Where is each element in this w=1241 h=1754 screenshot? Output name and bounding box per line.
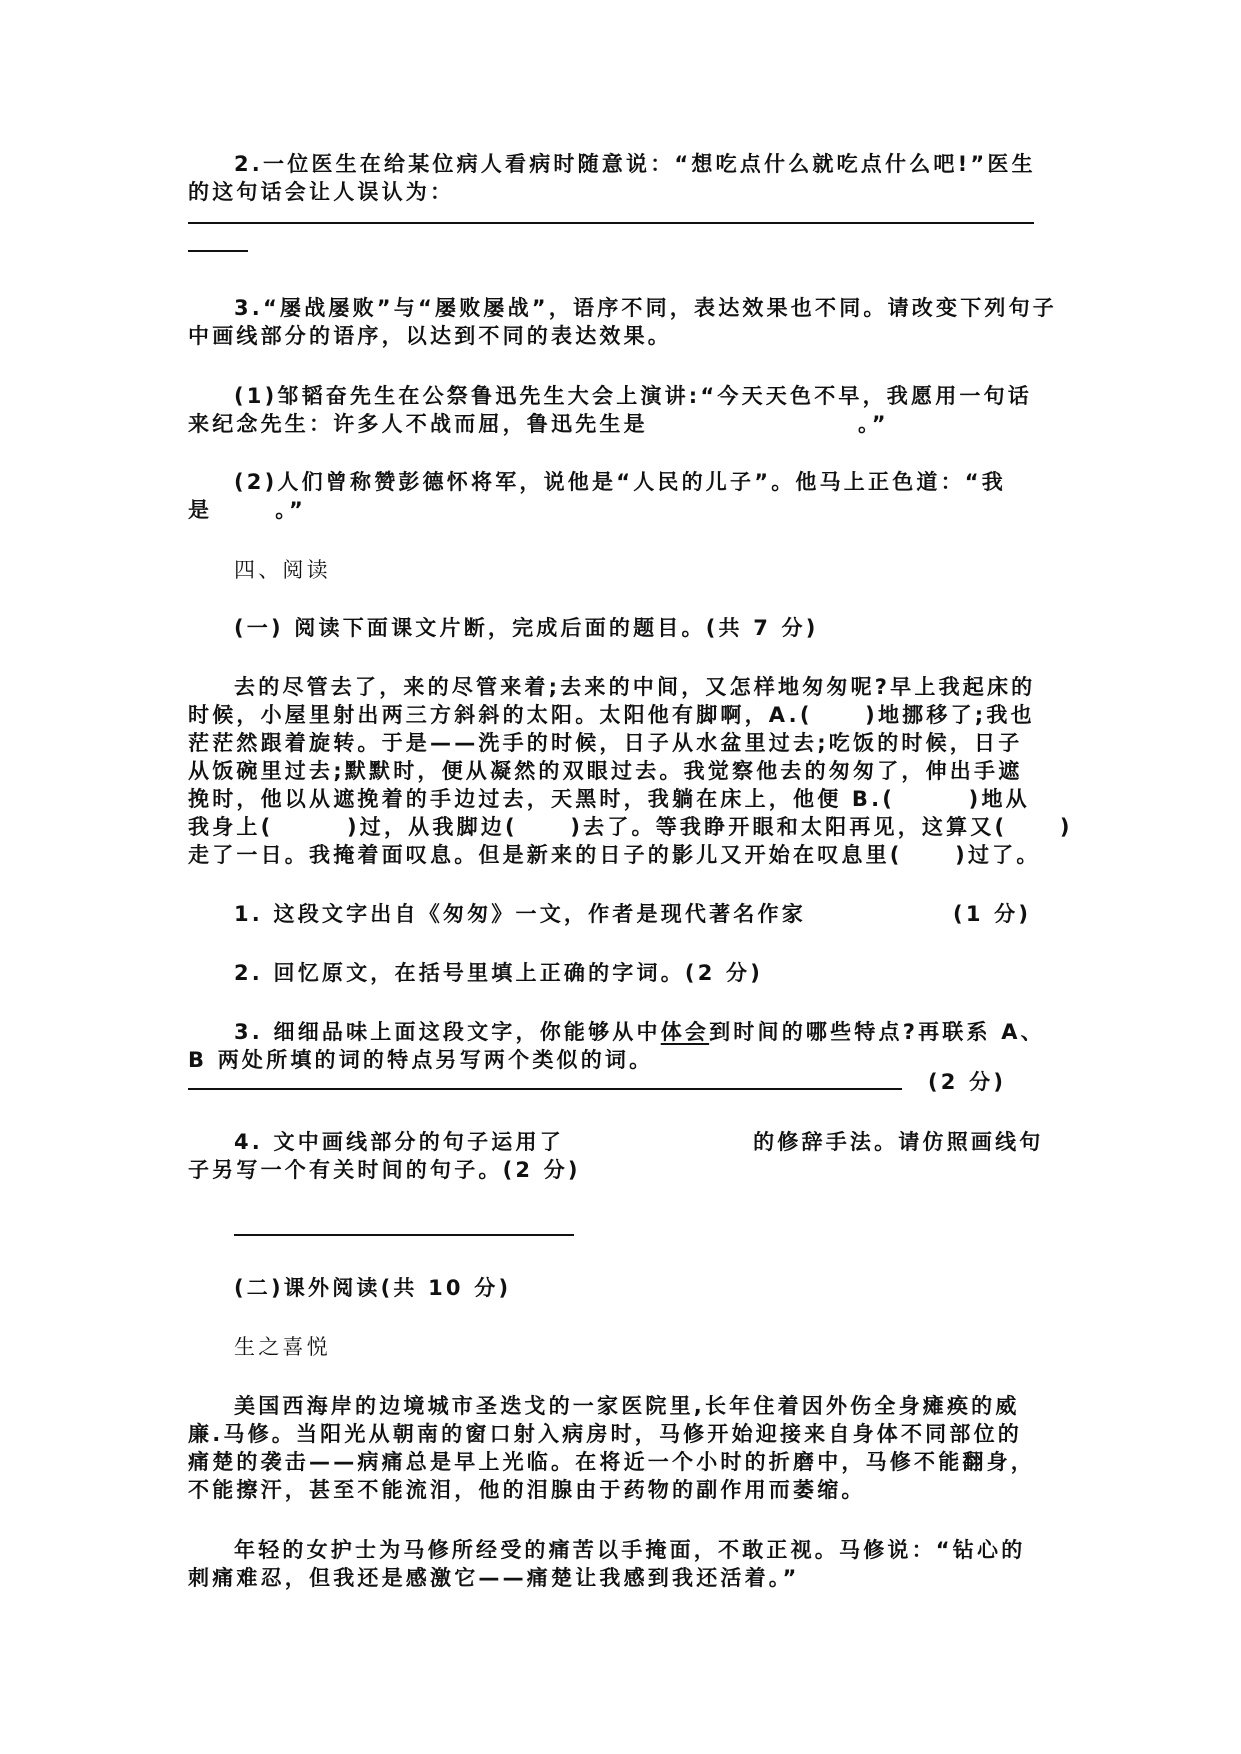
passage-line: 茫茫然跟着旋转。于是——洗手的时候，日子从水盆里过去;吃饭的时候，日子 — [188, 731, 1023, 755]
article-line: 廉.马修。当阳光从朝南的窗口射入病房时，马修开始迎接来自身体不同部位的 — [188, 1422, 1022, 1446]
q3-line2: 中画线部分的语序，以达到不同的表达效果。 — [188, 324, 672, 348]
question-3-line2: B 两处所填的词的特点另写两个类似的词。 — [188, 1048, 654, 1072]
question-1: 1. 这段文字出自《匆匆》一文，作者是现代著名作家 (1 分) — [234, 902, 1032, 926]
question-2: 2. 回忆原文，在括号里填上正确的字词。(2 分) — [234, 961, 764, 985]
article-line: 刺痛难忍，但我还是感激它——痛楚让我感到我还活着。” — [188, 1566, 800, 1590]
question-3-line1 — [234, 1018, 1045, 1046]
q2-line2: 的这句话会让人误认为： — [188, 180, 455, 204]
q2-line1: 2.一位医生在给某位病人看病时随意说：“想吃点什么就吃点什么吧!”医生 — [234, 152, 1036, 176]
question-3-score: (2 分) — [928, 1070, 1007, 1094]
q3-text-post: 到时间的哪些特点?再联系 A、 — [709, 1020, 1045, 1044]
passage-line: 去的尽管去了，来的尽管来着;去来的中间，又怎样地匆匆呢?早上我起床的 — [234, 675, 1036, 699]
q3-underlined-word: 体会 — [660, 1020, 710, 1044]
answer-line — [188, 222, 1034, 224]
question-4-line2: 子另写一个有关时间的句子。(2 分) — [188, 1158, 581, 1182]
passage-line: 时候，小屋里射出两三方斜斜的太阳。太阳他有脚啊，A.( )地挪移了;我也 — [188, 703, 1035, 727]
article-line: 痛楚的袭击——病痛总是早上光临。在将近一个小时的折磨中，马修不能翻身， — [188, 1450, 1035, 1474]
q3-sub2-line1: (2)人们曾称赞彭德怀将军，说他是“人民的儿子”。他马上正色道：“我 — [234, 470, 1007, 494]
passage-line: 挽时，他以从遮挽着的手边过去，天黑时，我躺在床上，他便 B.( )地从 — [188, 787, 1030, 811]
q3-sub1-line1: (1)邹韬奋先生在公祭鲁迅先生大会上演讲:“今天天色不早，我愿用一句话 — [234, 384, 1033, 408]
passage-line: 我身上( )过，从我脚边( )去了。等我睁开眼和太阳再见，这算又( ) — [188, 815, 1073, 839]
passage-line: 从饭碗里过去;默默时，便从凝然的双眼过去。我觉察他去的匆匆了，伸出手遮 — [188, 759, 1023, 783]
part1-heading: (一) 阅读下面课文片断，完成后面的题目。(共 7 分) — [234, 616, 819, 640]
part2-heading: (二)课外阅读(共 10 分) — [234, 1276, 512, 1300]
q3-line1: 3.“屡战屡败”与“屡败屡战”，语序不同，表达效果也不同。请改变下列句子 — [234, 296, 1057, 320]
article-line: 年轻的女护士为马修所经受的痛苦以手掩面，不敢正视。马修说：“钻心的 — [234, 1538, 1026, 1562]
article-title: 生之喜悦 — [234, 1335, 331, 1359]
answer-line — [188, 250, 248, 252]
answer-line — [234, 1234, 574, 1236]
answer-line — [188, 1088, 902, 1090]
section-heading: 四、阅读 — [234, 558, 331, 582]
q3-sub2-line2: 是 。” — [188, 498, 306, 522]
question-4-line1: 4. 文中画线部分的句子运用了 的修辞手法。请仿照画线句 — [234, 1130, 1044, 1154]
q3-sub1-line2: 来纪念先生：许多人不战而屈，鲁迅先生是 。” — [188, 412, 889, 436]
article-line: 美国西海岸的边境城市圣迭戈的一家医院里,长年住着因外伤全身瘫痪的威 — [234, 1394, 1020, 1418]
article-line: 不能擦汗，甚至不能流泪，他的泪腺由于药物的副作用而萎缩。 — [188, 1478, 866, 1502]
q3-text-pre: 3. 细细品味上面这段文字，你能够从中 — [234, 1020, 661, 1044]
passage-line: 走了一日。我掩着面叹息。但是新来的日子的影儿又开始在叹息里( )过了。 — [188, 843, 1041, 867]
